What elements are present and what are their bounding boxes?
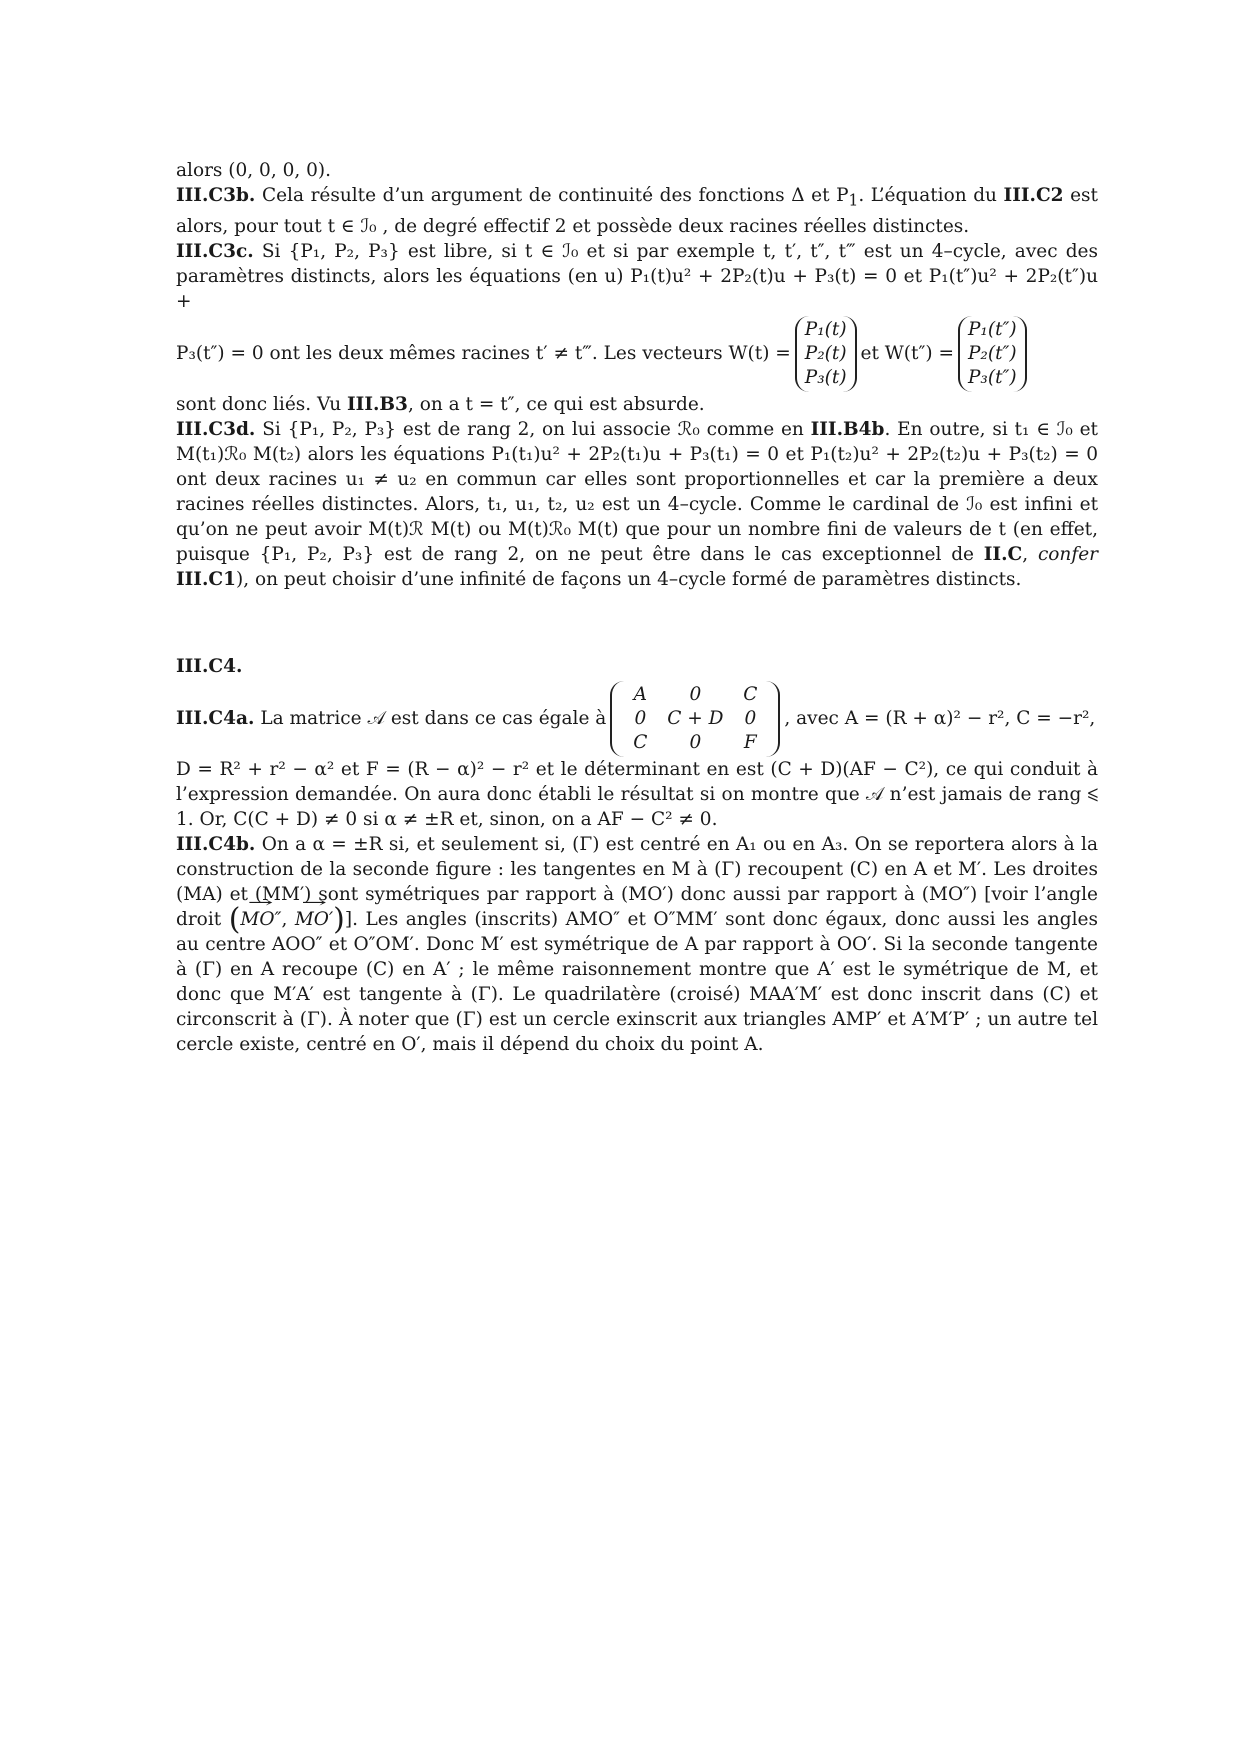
body-text: P₃(t″) = 0 ont les deux mêmes racines t′ ≠ t‴. Les vecteurs W(t) = xyxy=(176,342,791,364)
matrix-entry: 0 xyxy=(634,707,647,729)
matrix-entry: A xyxy=(633,683,648,705)
document-page xyxy=(176,158,1098,1057)
section-heading-c4 xyxy=(176,654,1098,679)
paragraph-c4b: III.C4b. On a α = ±R si, et seulement si, (Γ) est centré en A₁ ou en A₃. On se reportera alors à la construction de la seconde figure : les tangentes en M à (Γ) recoupent (C) en A et M′. Les droites (MA) et (MM′) sont symétriques par rapport à (MO′) donc aussi par rapport à (MO″) [voir l’angle droit (→ MO″, → MO′)]. Les angles (inscrits) AMO″ et O″MM′ sont donc égaux, donc aussi les angles au centre AOO″ et O″OM′. Donc M′ est symétrique de A par rapport à OO′. Si la seconde tangente à (Γ) en A recoupe (C) en A′ ; le même raisonnement montre que A′ est le symétrique de M, et donc que M′A′ est tangente à (Γ). Le quadrilatère (croisé) MAA′M′ est donc inscrit dans (C) et circonscrit à (Γ). À noter que (Γ) est un cercle exinscrit aux triangles AMP′ et A′M′P′ ; un autre tel cercle existe, centré en O′, mais il dépend du choix du point A. xyxy=(176,832,1098,1057)
cross-reference: III.C2 xyxy=(1003,185,1064,206)
paren-right: ) xyxy=(333,901,345,937)
body-text: D = R² + r² − α² et F = (R − α)² − r² et le déterminant en est (C + D)(AF − C²), ce qui conduit à l’expression demandée. On aura donc établi le résultat si on montre que 𝒜 n’est jamais de rang ⩽ 1. Or, C(C + D) ≠ 0 si α ≠ ±R et, sinon, on a AF − C² ≠ 0. xyxy=(176,758,1098,830)
paragraph-c3b: III.C3b. Cela résulte d’un argument de continuité des fonctions Δ et $P_1$. L’équation du III.C2 est alors, pour tout t ∈ ℐ₀ , de degré effectif 2 et possède deux racines réelles distinctes. xyxy=(176,185,1098,237)
matrix-entry: C xyxy=(743,683,758,705)
cross-reference: III.B4b xyxy=(810,418,885,440)
vector-entry: P₁(t″) xyxy=(967,318,1017,340)
body-text: On a α = ±R si, et seulement si, (Γ) est centré en A₁ ou en A₃. On se reportera alors à la construction de la seconde figure : les tangentes en M à (Γ) recoupent (C) en A et M′. Les droites (MA) et (MM′) sont symétriques par rapport à (MO′) donc aussi par rapport à (MO″) [voir l’angle droit xyxy=(176,833,1098,930)
paragraph-c3c xyxy=(176,239,1098,314)
vector-entry: P₃(t″) xyxy=(967,366,1017,388)
cross-reference: III.C1 xyxy=(176,568,236,590)
section-heading: III.C4. xyxy=(176,655,243,677)
matrix-entry: F xyxy=(743,731,757,753)
vector-entry: P₃(t) xyxy=(804,366,847,388)
body-text: et W(t″) = xyxy=(860,342,954,364)
intro-text: alors (0, 0, 0, 0). xyxy=(176,160,331,181)
section-spacer xyxy=(176,592,1098,654)
section-label: III.C3d. xyxy=(176,418,256,440)
paragraph-c3c-vectors xyxy=(176,316,1098,392)
body-text: Cela résulte d’un argument de continuité des fonctions Δ et P xyxy=(261,185,849,206)
paren-left: ( xyxy=(228,901,241,937)
body-text: , avec A = (R + α)² − r², C = −r², xyxy=(784,707,1096,729)
body-text: sont donc liés. Vu xyxy=(176,393,348,415)
matrix-entry: C xyxy=(633,731,648,753)
vector-mo2: → MO″ xyxy=(240,907,281,932)
paragraph-c3d: III.C3d. Si {P₁, P₂, P₃} est de rang 2, on lui associe ℛ₀ comme en III.B4b. En outre, si t₁ ∈ ℐ₀ et M(t₁)ℛ₀ M(t₂) alors les équations P₁(t₁)u² + 2P₂(t₁)u + P₃(t₁) = 0 et P₁(t₂)u² + 2P₂(t₂)u + P₃(t₂) = 0 ont deux racines u₁ ≠ u₂ en commun car elles sont proportionnelles et car la première a deux racines réelles distinctes. Alors, t₁, u₁, t₂, u₂ est un 4–cycle. Comme le cardinal de ℐ₀ est infini et qu’on ne peut avoir M(t)ℛ M(t) ou M(t)ℛ₀ M(t) que pour un nombre fini de valeurs de t (en effet, puisque {P₁, P₂, P₃} est de rang 2, on ne peut être dans le cas exceptionnel de II.C, confer III.C1), on peut choisir d’une infinité de façons un 4–cycle formé de paramètres distincts. xyxy=(176,418,1098,590)
section-label: III.C4a. xyxy=(176,707,255,729)
vector-w-t xyxy=(795,316,857,392)
body-text: . L’équation du xyxy=(858,185,1004,206)
paragraph-c4a xyxy=(176,681,1098,757)
matrix-a xyxy=(610,681,780,757)
body-text: , on a t = t″, ce qui est absurde. xyxy=(407,393,705,415)
body-text: est alors, pour tout t ∈ ℐ₀ , de degré effectif 2 et possède deux racines réelles distinctes. xyxy=(176,185,1098,237)
matrix-entry: 0 xyxy=(689,683,702,705)
cross-reference: II.C xyxy=(983,543,1023,565)
section-label: III.C3c. xyxy=(176,240,254,262)
vector-entry: P₂(t) xyxy=(804,342,847,364)
section-label: III.C3b. xyxy=(176,185,256,206)
vector-entry: P₁(t) xyxy=(804,318,847,340)
vector-w-t2 xyxy=(958,316,1027,392)
paragraph-c3c-end xyxy=(176,392,1098,417)
matrix-entry: 0 xyxy=(744,707,757,729)
paragraph-intro xyxy=(176,158,1098,183)
vector-mo1: → MO′ xyxy=(295,907,333,932)
body-text: ), on peut choisir d’une infinité de façons un 4–cycle formé de paramètres distincts. xyxy=(236,568,1022,590)
body-text: Si {P₁, P₂, P₃} est de rang 2, on lui associe ℛ₀ comme en xyxy=(262,418,811,440)
body-text: ]. Les angles (inscrits) AMO″ et O″MM′ sont donc égaux, donc aussi les angles au centre AOO″ et O″OM′. Donc M′ est symétrique de A par rapport à OO′. Si la seconde tangente à (Γ) en A recoupe (C) en A′ ; le même raisonnement montre que A′ est le symétrique de M, et donc que M′A′ est tangente à (Γ). Le quadrilatère (croisé) MAA′M′ est donc inscrit dans (C) et circonscrit à (Γ). À noter que (Γ) est un cercle exinscrit aux triangles AMP′ et A′M′P′ ; un autre tel cercle existe, centré en O′, mais il dépend du choix du point A. xyxy=(176,908,1098,1055)
body-text: Si {P₁, P₂, P₃} est libre, si t ∈ ℐ₀ et si par exemple t, t′, t″, t‴ est un 4–cycle, avec des paramètres distincts, alors les équations (en u) P₁(t)u² + 2P₂(t)u + P₃(t) = 0 et P₁(t″)u² + 2P₂(t″)u + xyxy=(176,240,1098,312)
vector-entry: P₂(t″) xyxy=(967,342,1017,364)
matrix-entry: C + D xyxy=(667,707,724,729)
body-text: La matrice 𝒜 est dans ce cas égale à xyxy=(260,707,607,729)
section-label: III.C4b. xyxy=(176,833,256,855)
paragraph-c4a-end xyxy=(176,757,1098,832)
matrix-entry: 0 xyxy=(689,731,702,753)
cross-reference: III.B3 xyxy=(347,393,408,415)
emphasis-text: confer xyxy=(1037,543,1098,565)
body-text: . En outre, si t₁ ∈ ℐ₀ et M(t₁)ℛ₀ M(t₂) alors les équations P₁(t₁)u² + 2P₂(t₁)u + P₃(t₁) = 0 et P₁(t₂)u² + 2P₂(t₂)u + P₃(t₂) = 0 ont deux racines u₁ ≠ u₂ en commun car elles sont proportionnelles et car la première a deux racines réelles distinctes. Alors, t₁, u₁, t₂, u₂ est un 4–cycle. Comme le cardinal de ℐ₀ est infini et qu’on ne peut avoir M(t)ℛ M(t) ou M(t)ℛ₀ M(t) que pour un nombre fini de valeurs de t (en effet, puisque {P₁, P₂, P₃} est de rang 2, on ne peut être dans le cas exceptionnel de xyxy=(176,418,1098,565)
